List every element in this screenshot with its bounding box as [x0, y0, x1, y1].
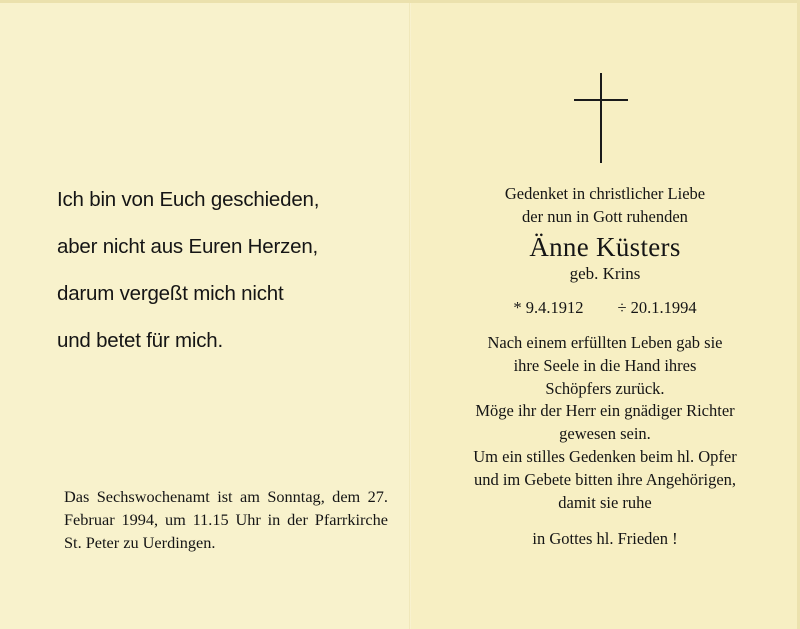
verse-line: darum vergeßt mich nicht	[57, 282, 284, 305]
cross-vertical-bar	[600, 73, 602, 163]
prayer-line: Möge ihr der Herr ein gnädiger Richter	[475, 401, 735, 421]
prayer-line: Schöpfers zurück.	[545, 378, 665, 398]
life-dates	[440, 297, 770, 319]
prayer-line: ihre Seele in die Hand ihres	[513, 355, 697, 375]
verse-line: aber nicht aus Euren Herzen,	[57, 235, 319, 258]
prayer-line: damit sie ruhe	[558, 492, 652, 512]
prayer-line: gewesen sein.	[559, 424, 651, 444]
card-top-edge	[0, 0, 800, 3]
intro-line: der nun in Gott ruhenden	[522, 207, 688, 226]
farewell-verse	[57, 176, 397, 364]
service-notice: Das Sechswochenamt ist am Sonntag, dem 27. Februar 1994, um 11.15 Uhr in der Pfarrkirche St. Peter zu Uerdingen.	[64, 487, 388, 552]
intro-line: Gedenket in christlicher Liebe	[504, 184, 706, 203]
card-fold	[409, 0, 411, 629]
deceased-name: Änne Küsters	[529, 232, 681, 262]
verse-line: und betet für mich.	[57, 329, 223, 352]
cross-horizontal-bar	[574, 99, 628, 101]
prayer-line: Um ein stilles Gedenken beim hl. Opfer	[473, 446, 737, 466]
maiden-name: geb. Krins	[569, 264, 641, 283]
memorial-prayer	[440, 332, 770, 514]
memorial-text	[440, 182, 770, 550]
verse-line: Ich bin von Euch geschieden,	[57, 188, 320, 211]
prayer-line: Nach einem erfüllten Leben gab sie	[487, 333, 723, 352]
prayer-line: und im Gebete bitten ihre Angehörigen,	[473, 469, 737, 489]
birth-date: * 9.4.1912	[513, 298, 584, 317]
closing-line: in Gottes hl. Frieden !	[532, 529, 678, 549]
death-date: ÷ 20.1.1994	[617, 298, 697, 317]
cross-icon	[574, 73, 628, 163]
